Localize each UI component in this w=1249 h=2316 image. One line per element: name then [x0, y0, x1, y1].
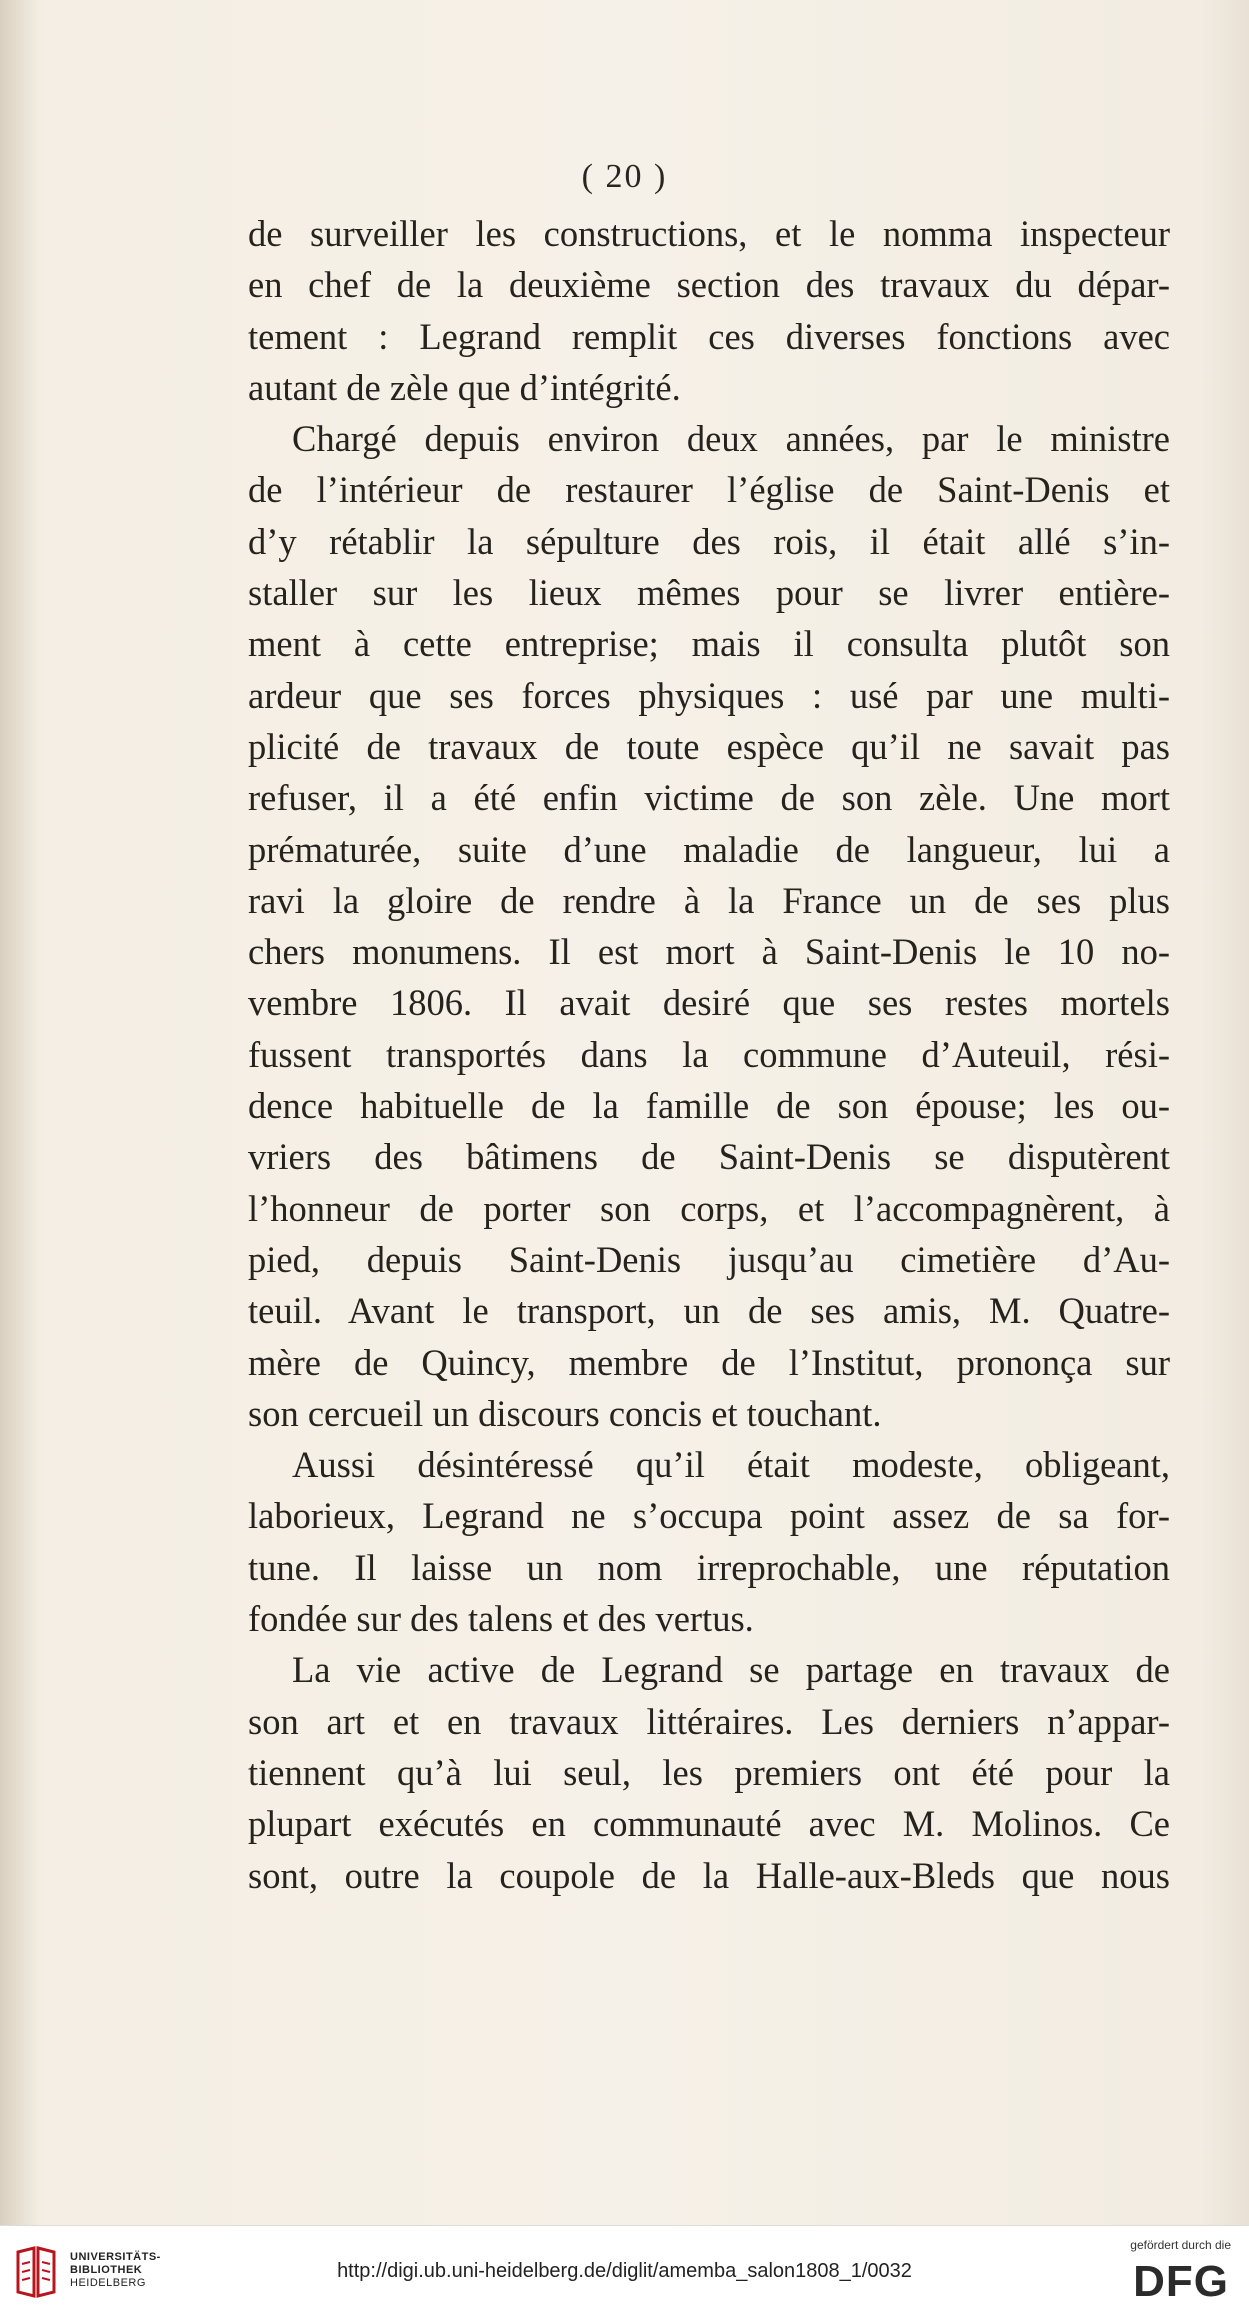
text-line: teuil. Avant le transport, un de ses amis, M. Quatre- — [248, 1290, 1170, 1332]
text-line: tement : Legrand remplit ces diverses fonctions avec — [248, 315, 1170, 357]
text-line: ment à cette entreprise; mais il consulta plutôt son — [248, 623, 1170, 665]
dfg-logo-text: DFG — [1133, 2258, 1229, 2300]
footer-bar — [0, 2225, 1249, 2316]
permalink-url[interactable]: http://digi.ub.uni-heidelberg.de/diglit/amemba_salon1808_1/0032 — [337, 2260, 912, 2282]
text-line: l’honneur de porter son corps, et l’accompagnèrent, à — [248, 1187, 1170, 1229]
text-line: prématurée, suite d’une maladie de langueur, lui a — [248, 828, 1170, 870]
funding-block — [1091, 2238, 1231, 2300]
institution-line-1: UNIVERSITÄTS- — [70, 2251, 161, 2263]
body-text — [248, 208, 1170, 1901]
institution-line-2: BIBLIOTHEK — [70, 2264, 143, 2276]
institution-line-3: HEIDELBERG — [70, 2277, 146, 2289]
text-line: refuser, il a été enfin victime de son zèle. Une mort — [248, 777, 1170, 819]
text-line: de surveiller les constructions, et le nomma inspecteur — [248, 213, 1170, 254]
text-line: de l’intérieur de restaurer l’église de Saint-Denis et — [248, 469, 1170, 511]
text-line: sont, outre la coupole de la Halle-aux-Bleds que nous — [248, 1854, 1170, 1896]
text-line: La vie active de Legrand se partage en travaux de — [292, 1649, 1170, 1691]
funding-text: gefördert durch die — [1130, 2238, 1231, 2252]
text-line: staller sur les lieux mêmes pour se livrer entière- — [248, 572, 1170, 614]
text-line: ardeur que ses forces physiques : usé par une multi- — [248, 674, 1170, 716]
page-number: ( 20 ) — [581, 158, 668, 195]
binding-shadow — [0, 0, 38, 2225]
text-line: vembre 1806. Il avait desiré que ses restes mortels — [248, 982, 1170, 1024]
text-line: laborieux, Legrand ne s’occupa point assez de sa for- — [248, 1495, 1170, 1537]
text-line: dence habituelle de la famille de son épouse; les ou- — [248, 1085, 1170, 1127]
text-line: plicité de travaux de toute espèce qu’il ne savait pas — [248, 725, 1170, 767]
text-line: chers monumens. Il est mort à Saint-Denis le 10 no- — [248, 931, 1170, 973]
text-line: ravi la gloire de rendre à la France un de ses plus — [248, 879, 1170, 921]
text-line: d’y rétablir la sépulture des rois, il était allé s’in- — [248, 520, 1170, 562]
text-line: mère de Quincy, membre de l’Institut, prononça sur — [248, 1341, 1170, 1383]
text-line: tiennent qu’à lui seul, les premiers ont été pour la — [248, 1751, 1170, 1793]
text-line: son cercueil un discours concis et touchant. — [248, 1392, 882, 1434]
dfg-logo-icon — [1111, 2258, 1231, 2300]
text-line: son art et en travaux littéraires. Les derniers n’appar- — [248, 1700, 1170, 1742]
text-line: autant de zèle que d’intégrité. — [248, 366, 681, 408]
text-line: Aussi désintéressé qu’il était modeste, obligeant, — [292, 1444, 1170, 1486]
text-line: en chef de la deuxième section des travaux du dépar- — [248, 264, 1170, 306]
text-line: pied, depuis Saint-Denis jusqu’au cimetière d’Au- — [248, 1238, 1170, 1280]
text-line: fondée sur des talens et des vertus. — [248, 1598, 754, 1640]
text-line: Chargé depuis environ deux années, par le ministre — [292, 418, 1170, 460]
text-line: fussent transportés dans la commune d’Auteuil, rési- — [248, 1033, 1170, 1075]
text-line: plupart exécutés en communauté avec M. Molinos. Ce — [248, 1803, 1170, 1845]
text-line: tune. Il laisse un nom irreprochable, une réputation — [248, 1546, 1170, 1588]
text-line: vriers des bâtimens de Saint-Denis se disputèrent — [248, 1136, 1170, 1178]
